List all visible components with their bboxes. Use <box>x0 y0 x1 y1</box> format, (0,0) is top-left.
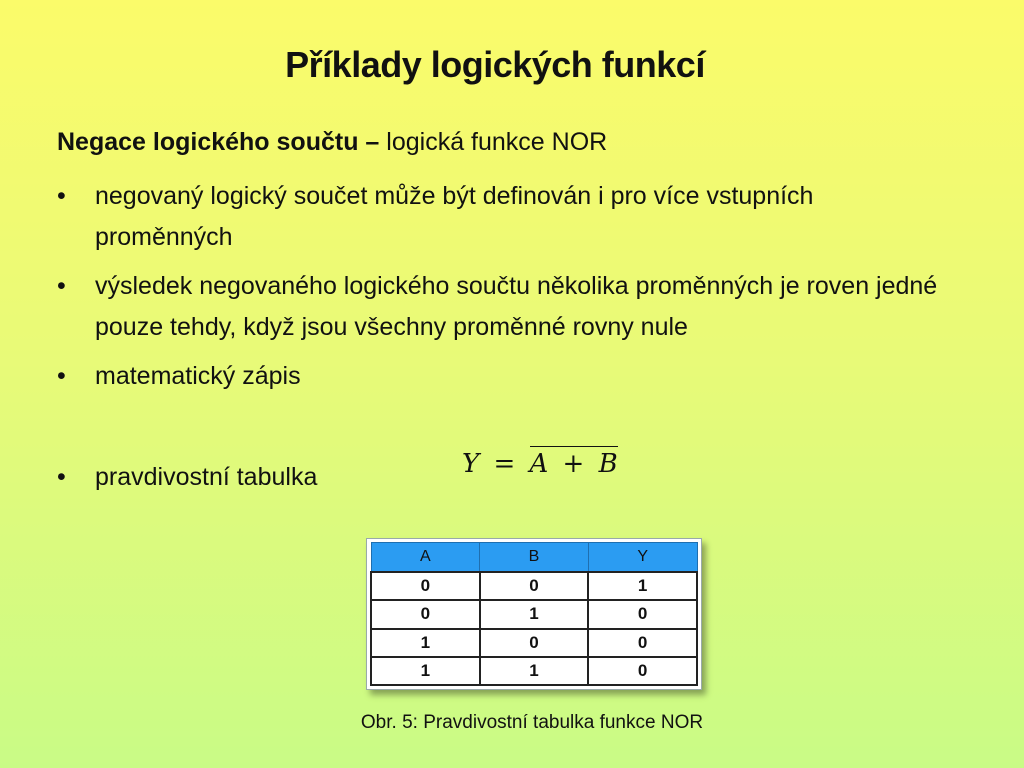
section-heading-rest: logická funkce NOR <box>379 128 608 156</box>
slide-title: Příklady logických funkcí <box>285 44 705 85</box>
table-cell: 0 <box>588 657 697 685</box>
table-row <box>371 629 697 657</box>
table-cell: 0 <box>480 629 589 657</box>
section-heading-bold: Negace logického součtu – <box>57 128 380 156</box>
truth-table-header: Y <box>588 543 697 573</box>
formula-lhs: Y <box>462 449 480 479</box>
table-row <box>371 657 697 685</box>
table-cell: 0 <box>480 572 589 600</box>
bullet-item: • výsledek negovaného logického součtu několika proměnných je roven jedné pouze tehdy, když jsou všechny proměnné rovny nule <box>57 266 957 348</box>
section-heading <box>57 128 607 157</box>
truth-table-header-row <box>371 543 697 573</box>
nor-formula <box>462 446 618 479</box>
truth-table-header: B <box>480 543 589 573</box>
table-cell: 1 <box>371 629 480 657</box>
table-cell: 0 <box>371 572 480 600</box>
table-cell: 0 <box>588 600 697 628</box>
table-cell: 1 <box>480 600 589 628</box>
bullet-item: • matematický zápis <box>57 356 957 397</box>
table-cell: 0 <box>588 629 697 657</box>
truth-table-header: A <box>371 543 480 573</box>
table-cell: 1 <box>480 657 589 685</box>
truth-table <box>370 542 698 686</box>
formula-equals: = <box>493 449 516 479</box>
table-row <box>371 572 697 600</box>
bullet-item: • negovaný logický součet může být definován i pro více vstupních proměnných <box>57 176 957 258</box>
formula-var-b: B <box>598 449 618 479</box>
table-row <box>371 600 697 628</box>
truth-table-frame <box>366 538 702 690</box>
formula-plus: + <box>562 449 585 479</box>
table-cell: 0 <box>371 600 480 628</box>
table-cell: 1 <box>588 572 697 600</box>
figure-caption: Obr. 5: Pravdivostní tabulka funkce NOR <box>360 712 704 733</box>
formula-var-a: A <box>529 449 549 479</box>
table-cell: 1 <box>371 657 480 685</box>
bullet-item: • pravdivostní tabulka <box>57 457 957 498</box>
formula-negated-sum <box>530 446 618 479</box>
